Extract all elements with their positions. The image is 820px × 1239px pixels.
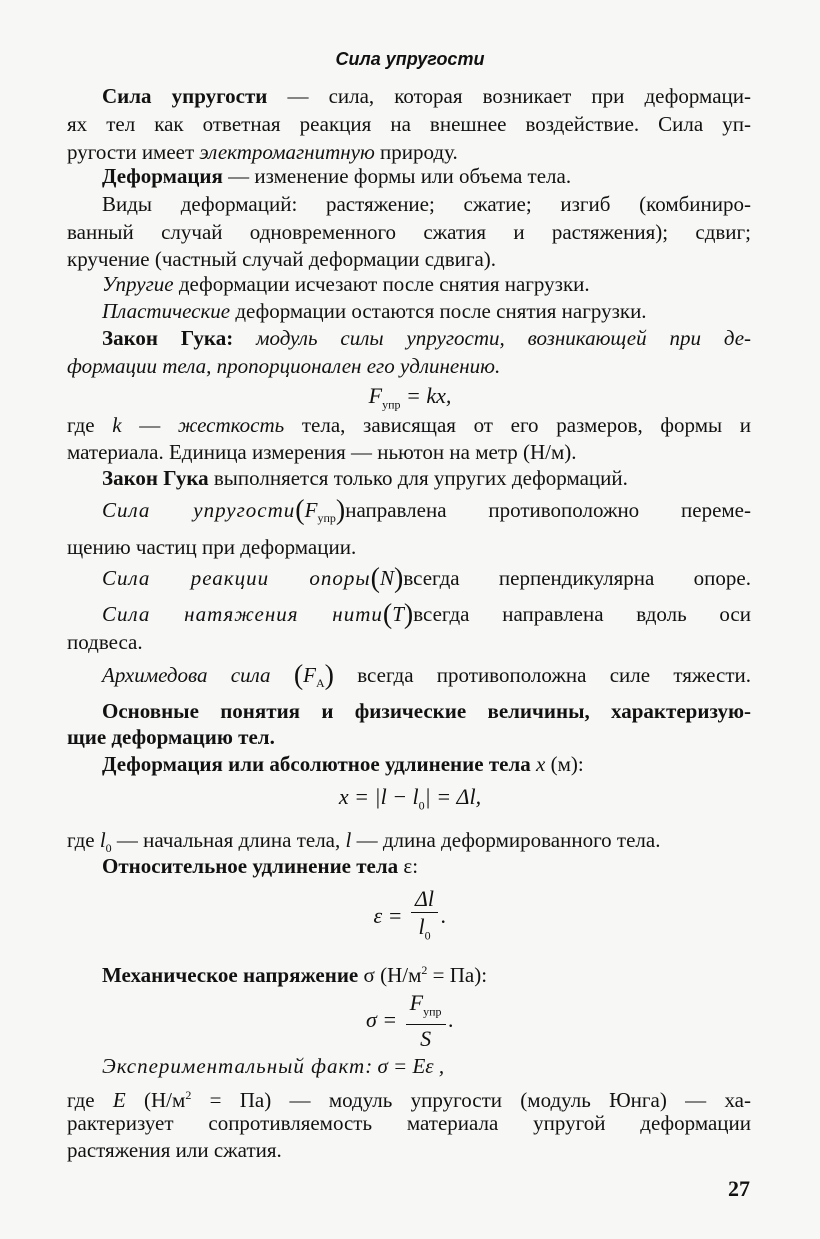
numerator <box>406 990 446 1025</box>
subscript: упр <box>382 397 401 412</box>
para-kinds-line2: ванный случай одновременного сжатия и растяжения); сдвиг; <box>67 220 751 244</box>
formula-end: . <box>448 1006 455 1032</box>
para-hooke-applicability <box>102 464 751 492</box>
symbol-F: F <box>409 990 424 1015</box>
para-stiffness-line2: материала. Единица измерения — ньютон на метр (Н/м). <box>67 440 577 464</box>
formula-elongation <box>0 784 820 813</box>
text-span: всегда противоположна силе тяжести. <box>357 663 751 687</box>
para-concepts-line2: щие деформацию тел. <box>67 725 275 749</box>
term-stress: Механическое напряжение <box>102 963 359 987</box>
text-span: направлена противоположно переме- <box>345 498 751 522</box>
vector-F-upr: $(F_{упр})$ <box>295 495 346 526</box>
symbol-F: F <box>368 383 383 408</box>
para-elastic-deformations <box>102 270 751 298</box>
subscript: 0 <box>105 841 112 856</box>
text-span: σ (Н/м <box>358 963 422 987</box>
text-span: ругости имеет <box>67 140 200 164</box>
text-span: всегда перпендикулярна опоре. <box>403 566 751 590</box>
term-elastic-force: Сила упругости <box>102 84 268 108</box>
term-elastic-force: Сила упругости <box>102 498 296 522</box>
formula-rest: | = Δl, <box>424 784 482 809</box>
para-relative-elongation <box>102 852 751 880</box>
symbol-F: F <box>303 663 316 687</box>
para-elastic-force-line1 <box>102 82 751 110</box>
para-stress <box>102 956 751 989</box>
formula-lhs: ε = <box>373 902 408 928</box>
para-kinds-line3: кручение (частный случай деформации сдвига). <box>67 247 497 271</box>
text-span: (Н/м <box>125 1088 186 1112</box>
para-hooke-line1 <box>102 324 751 352</box>
symbol-k: k <box>112 413 122 437</box>
vector-F-A: $(F_А)$ <box>293 660 334 691</box>
superscript: 2 <box>185 1088 192 1102</box>
para-deformation <box>102 162 751 190</box>
term-stiffness: жесткость <box>177 413 285 437</box>
symbol-l: l <box>345 828 352 852</box>
text-span: ε: <box>398 854 419 878</box>
symbol-x: x <box>536 752 546 776</box>
para-hooke-line2: формации тела, пропорционален его удлинению. <box>67 354 501 378</box>
para-experimental-fact <box>102 1052 751 1080</box>
text-span: — начальная длина тела, <box>111 828 346 852</box>
term-tension: Сила натяжения нити <box>102 602 383 626</box>
formula-rest: = kx, <box>400 383 452 408</box>
subscript: упр <box>423 1004 442 1019</box>
term-normal-force: Сила реакции опоры <box>102 566 371 590</box>
para-tension-line1 <box>102 600 751 629</box>
text-span: где <box>67 413 113 437</box>
para-absolute-elongation <box>102 750 751 778</box>
fraction <box>406 990 446 1053</box>
term-deformation: Деформация <box>102 164 223 188</box>
text-span: выполняется только для упругих деформаций. <box>208 466 628 490</box>
formula-end: . <box>441 902 447 928</box>
para-archimedes <box>102 661 751 697</box>
text-span: : σ = Eε , <box>365 1054 445 1078</box>
text-span: = Па) — модуль упругости (модуль Юнга) — ха- <box>191 1088 751 1112</box>
text-span: = Па): <box>427 963 488 987</box>
text-span: — сила, которая возникает при деформаци- <box>267 84 751 108</box>
term-hooke-law: Закон Гука: <box>102 326 234 350</box>
subscript: упр <box>317 511 336 526</box>
para-elastic-direction-line1 <box>102 496 751 532</box>
text-span: где <box>67 828 100 852</box>
fraction <box>411 886 438 949</box>
superscript: 2 <box>421 963 428 977</box>
term-plastic: Пластические <box>102 299 231 323</box>
para-elastic-force-line2: ях тел как ответная реакция на внешнее воздействие. Сила уп- <box>67 112 751 136</box>
term-hooke-law: Закон Гука <box>102 466 209 490</box>
symbol-l: l <box>418 914 425 939</box>
para-stiffness-line1 <box>67 411 751 439</box>
para-young-line2: рактеризует сопротивляемость материала упругой деформации <box>67 1111 751 1135</box>
term-elastic: Упругие <box>102 272 174 296</box>
term-experimental-fact: Экспериментальный факт <box>102 1054 366 1078</box>
para-normal-force <box>102 564 751 593</box>
formula-stress <box>0 990 820 1053</box>
vector-N: (N) <box>370 563 404 594</box>
page-number: 27 <box>728 1176 750 1201</box>
text-span: — <box>121 413 178 437</box>
formula-strain <box>0 886 820 949</box>
term-archimedes: Архимедова сила <box>102 663 271 687</box>
text-span: деформации остаются после снятия нагрузки. <box>230 299 647 323</box>
para-plastic-deformations <box>102 297 751 325</box>
text-span: всегда направлена вдоль оси <box>413 602 751 626</box>
para-concepts-line1: Основные понятия и физические величины, характеризую- <box>102 699 751 723</box>
text-span: где <box>67 1088 113 1112</box>
symbol-T: T <box>392 602 404 626</box>
denominator: S <box>420 1026 432 1052</box>
subscript: А <box>315 676 325 691</box>
symbol-l0: l <box>99 828 106 852</box>
formula-hooke <box>0 383 820 412</box>
symbol-F: F <box>304 498 318 522</box>
vector-T: (T) <box>382 599 414 630</box>
subscript: 0 <box>418 798 425 813</box>
para-elastic-direction-line2: щению частиц при деформации. <box>67 535 357 559</box>
denominator <box>411 913 438 949</box>
text-span: деформации исчезают после снятия нагрузки. <box>173 272 590 296</box>
numerator: Δl <box>411 886 438 913</box>
term-relative-elongation: Относительное удлинение тела <box>102 854 399 878</box>
text-span: модуль силы упругости, возникающей при де- <box>233 326 752 350</box>
section-title: Сила упругости <box>335 49 485 69</box>
formula-lhs: σ = <box>365 1006 403 1032</box>
symbol-N: N <box>379 566 394 590</box>
symbol-E: E <box>112 1088 126 1112</box>
subscript: 0 <box>424 928 431 943</box>
para-kinds-line1: Виды деформаций: растяжение; сжатие; изгиб (комбиниро- <box>102 192 751 216</box>
text-span: (м): <box>545 752 584 776</box>
para-tension-line2: подвеса. <box>67 630 143 654</box>
para-young-line3: растяжения или сжатия. <box>67 1138 282 1162</box>
term-absolute-elongation: Деформация или абсолютное удлинение тела <box>102 752 531 776</box>
term-electromagnetic: электромагнитную <box>199 140 375 164</box>
text-span: природу. <box>374 140 458 164</box>
text-span: — изменение формы или объема тела. <box>222 164 572 188</box>
text-span: — длина деформированного тела. <box>351 828 661 852</box>
formula-text: x = |l − l <box>338 784 419 809</box>
text-span: тела, зависящая от его размеров, формы и <box>284 413 752 437</box>
